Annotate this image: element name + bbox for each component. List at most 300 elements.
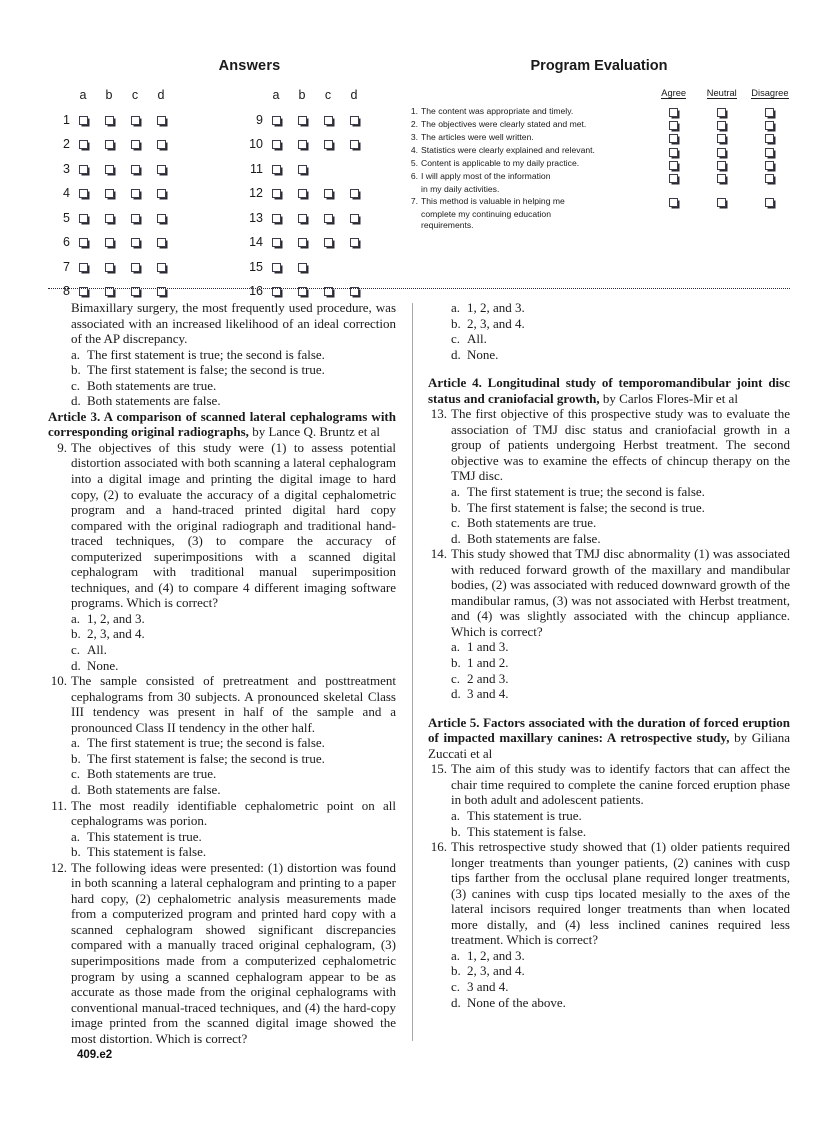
eval-option-cell[interactable] bbox=[650, 106, 698, 119]
checkbox-icon[interactable] bbox=[324, 116, 333, 125]
question-number: 15. bbox=[430, 761, 447, 777]
answers-option-cell[interactable] bbox=[70, 108, 96, 133]
checkbox-icon[interactable] bbox=[131, 238, 140, 247]
eval-option-cell[interactable] bbox=[650, 132, 698, 145]
checkbox-icon[interactable] bbox=[157, 116, 166, 125]
answers-option-cell[interactable] bbox=[70, 206, 96, 231]
eval-item-number: 3. bbox=[410, 131, 419, 142]
eval-empty-cell bbox=[698, 220, 746, 232]
checkbox-icon[interactable] bbox=[272, 214, 281, 223]
question-text: The first objective of this prospective study was to evaluate the association of TMJ disc status and craniofacial growth in a group of patients undergoing Herbst treatment. The second objective was to examine the effects of chincup therapy on the TMJ disc. bbox=[451, 406, 790, 484]
answers-row-number: 3 bbox=[63, 161, 70, 176]
eval-header-spacer bbox=[404, 86, 421, 106]
question-item bbox=[48, 440, 396, 611]
answers-row bbox=[48, 230, 174, 255]
option-letter: b. bbox=[451, 963, 461, 979]
carryover-paragraph: Bimaxillary surgery, the most frequently used procedure, was associated with an increased likelihood of an ideal correction of the AP discrepancy. bbox=[71, 300, 396, 347]
option-letter: b. bbox=[71, 844, 81, 860]
checkbox-icon[interactable] bbox=[157, 140, 166, 149]
checkbox-icon[interactable] bbox=[717, 198, 726, 207]
answers-header-row bbox=[241, 83, 367, 108]
answer-option bbox=[428, 500, 790, 516]
eval-option-cell[interactable] bbox=[698, 145, 746, 158]
answers-option-cell[interactable] bbox=[341, 132, 367, 157]
eval-scale-header: Agree bbox=[661, 87, 687, 98]
option-text: Both statements are true. bbox=[87, 766, 217, 782]
checkbox-icon[interactable] bbox=[298, 165, 307, 174]
answers-option-cell[interactable] bbox=[148, 132, 174, 157]
answers-option-cell[interactable] bbox=[263, 230, 289, 255]
question-item bbox=[48, 860, 396, 1047]
checkbox-icon[interactable] bbox=[765, 108, 774, 117]
eval-option-cell[interactable] bbox=[746, 119, 794, 132]
answer-option bbox=[428, 963, 790, 979]
option-letter: c. bbox=[71, 766, 81, 782]
option-letter: c. bbox=[71, 377, 81, 393]
eval-option-cell[interactable] bbox=[698, 171, 746, 184]
checkbox-icon[interactable] bbox=[105, 140, 114, 149]
option-text: All. bbox=[87, 642, 107, 658]
answers-option-cell[interactable] bbox=[289, 132, 315, 157]
answer-option bbox=[428, 639, 790, 655]
checkbox-icon[interactable] bbox=[324, 140, 333, 149]
eval-item-row bbox=[404, 106, 794, 119]
answer-option bbox=[428, 979, 790, 995]
checkbox-icon[interactable] bbox=[131, 263, 140, 272]
answers-header-spacer bbox=[241, 83, 263, 108]
eval-header-row bbox=[404, 86, 794, 106]
answers-grid-container bbox=[48, 83, 403, 304]
answers-row bbox=[48, 157, 174, 182]
option-text: The first statement is true; the second is false. bbox=[467, 484, 705, 500]
checkbox-icon[interactable] bbox=[669, 108, 678, 117]
answers-option-cell[interactable] bbox=[122, 255, 148, 280]
option-text: Both statements are false. bbox=[87, 393, 221, 409]
article-authors: by Giliana Zuccati et al bbox=[428, 730, 791, 761]
answers-option-cell[interactable] bbox=[263, 181, 289, 206]
answers-option-cell[interactable] bbox=[96, 255, 122, 280]
option-text: This statement is true. bbox=[87, 828, 202, 844]
checkbox-icon[interactable] bbox=[669, 148, 678, 157]
answers-option-cell[interactable] bbox=[289, 108, 315, 133]
checkbox-icon[interactable] bbox=[350, 214, 359, 223]
checkbox-icon[interactable] bbox=[298, 140, 307, 149]
eval-option-cell[interactable] bbox=[650, 171, 698, 184]
answers-column-header: a bbox=[272, 88, 280, 103]
answers-row bbox=[48, 108, 174, 133]
checkbox-icon[interactable] bbox=[350, 238, 359, 247]
answers-option-cell[interactable] bbox=[122, 181, 148, 206]
eval-item-continuation-row bbox=[404, 184, 794, 196]
option-letter: a. bbox=[451, 947, 461, 963]
checkbox-icon[interactable] bbox=[765, 161, 774, 170]
article-3-heading bbox=[48, 409, 396, 440]
answer-option bbox=[428, 808, 790, 824]
option-letter: a. bbox=[451, 484, 461, 500]
checkbox-icon[interactable] bbox=[79, 140, 88, 149]
answers-option-cell[interactable] bbox=[148, 157, 174, 182]
answers-column-header: d bbox=[157, 88, 165, 103]
answer-option bbox=[428, 331, 790, 347]
question-text: The sample consisted of pretreatment and posttreatment cephalograms from 30 subjects. A pronounced skeletal Class III tendency was present in half of the sample and a pronounced Class II tendency in the other half. bbox=[71, 673, 396, 735]
answers-option-cell[interactable] bbox=[70, 230, 96, 255]
article-title: Article 4. Longitudinal study of temporomandibular joint disc status and craniofacial growth, bbox=[428, 375, 790, 406]
option-text: 1 and 2. bbox=[467, 655, 509, 671]
checkbox-icon[interactable] bbox=[717, 161, 726, 170]
question-text: This retrospective study showed that (1) older patients required longer treatments than younger patients, (2) canines with cusp tips farther from the occlusal plane required longer treatments, (3) canines with cusp tips located mesially to the axes of the lateral incisors required longer treatments than when located more distally, and (4) less inclined canines required less treatment. Which is correct? bbox=[451, 839, 790, 948]
eval-option-cell[interactable] bbox=[698, 158, 746, 171]
checkbox-icon[interactable] bbox=[272, 189, 281, 198]
checkbox-icon[interactable] bbox=[272, 238, 281, 247]
checkbox-icon[interactable] bbox=[717, 121, 726, 130]
question-item bbox=[428, 761, 790, 808]
checkbox-icon[interactable] bbox=[350, 189, 359, 198]
answer-option bbox=[48, 844, 396, 860]
eval-option-cell[interactable] bbox=[746, 132, 794, 145]
answers-row-number: 11 bbox=[250, 161, 263, 176]
article-authors: by Lance Q. Bruntz et al bbox=[248, 424, 380, 440]
answer-option bbox=[48, 766, 396, 782]
answers-option-cell[interactable] bbox=[315, 108, 341, 133]
answers-row bbox=[48, 255, 174, 280]
option-text: This statement is false. bbox=[87, 844, 207, 860]
eval-empty-cell bbox=[650, 220, 698, 232]
eval-item-text: This method is valuable in helping me bbox=[421, 195, 565, 206]
checkbox-icon[interactable] bbox=[272, 165, 281, 174]
eval-option-cell[interactable] bbox=[746, 196, 794, 209]
eval-header-spacer-text bbox=[421, 86, 650, 106]
checkbox-icon[interactable] bbox=[717, 174, 726, 183]
eval-option-cell[interactable] bbox=[746, 106, 794, 119]
checkbox-icon[interactable] bbox=[131, 165, 140, 174]
answers-option-cell[interactable] bbox=[70, 132, 96, 157]
answer-option bbox=[48, 611, 396, 627]
checkbox-icon[interactable] bbox=[105, 165, 114, 174]
answer-option bbox=[48, 751, 396, 767]
answers-option-cell[interactable] bbox=[70, 157, 96, 182]
checkbox-icon[interactable] bbox=[272, 263, 281, 272]
eval-item-continuation-text: requirements. bbox=[421, 220, 474, 231]
option-letter: d. bbox=[71, 393, 81, 409]
answers-column-header: d bbox=[350, 88, 358, 103]
answers-option-cell[interactable] bbox=[263, 132, 289, 157]
answers-row bbox=[241, 181, 367, 206]
answer-option bbox=[428, 484, 790, 500]
checkbox-icon[interactable] bbox=[79, 238, 88, 247]
checkbox-icon[interactable] bbox=[350, 116, 359, 125]
checkbox-icon[interactable] bbox=[79, 165, 88, 174]
checkbox-icon[interactable] bbox=[79, 263, 88, 272]
answers-option-cell[interactable] bbox=[96, 108, 122, 133]
option-letter: a. bbox=[451, 300, 461, 315]
answers-option-cell[interactable] bbox=[263, 255, 289, 280]
eval-item-text: The content was appropriate and timely. bbox=[421, 105, 574, 116]
column-divider bbox=[412, 303, 413, 1041]
option-letter: b. bbox=[71, 362, 81, 378]
checkbox-icon[interactable] bbox=[324, 238, 333, 247]
eval-option-cell[interactable] bbox=[698, 119, 746, 132]
answers-option-cell bbox=[315, 157, 341, 182]
answers-option-cell[interactable] bbox=[148, 108, 174, 133]
answers-row-number: 5 bbox=[63, 210, 70, 225]
question-text: The objectives of this study were (1) to assess potential distortion associated with both scanning a lateral cephalogram into a digital image and printing the digital image to hard copy, (2) to evaluate the accuracy of a digital cephalometric program and a hand-traced printed digital hard copy compared with the original radiograph and traditional hand-traced techniques, (3) to compare the accuracy of computerized superimpositions with a scanned digital cephalogram with traditional manual superimposition techniques, and (4) to compare 4 different imaging software programs. Which is correct? bbox=[71, 439, 396, 611]
option-letter: b. bbox=[71, 750, 81, 766]
question-number: 9. bbox=[57, 439, 67, 455]
article-title: Article 5. Factors associated with the duration of forced eruption of impacted maxillary canines: A retrospective study, bbox=[428, 714, 790, 746]
answers-option-cell[interactable] bbox=[122, 230, 148, 255]
answers-row-number: 8 bbox=[63, 284, 70, 299]
checkbox-icon[interactable] bbox=[298, 116, 307, 125]
answers-option-cell[interactable] bbox=[96, 157, 122, 182]
answers-option-cell[interactable] bbox=[148, 255, 174, 280]
option-text: None. bbox=[87, 657, 119, 673]
option-text: 2 and 3. bbox=[467, 670, 509, 686]
left-column bbox=[48, 300, 396, 1046]
checkbox-icon[interactable] bbox=[765, 198, 774, 207]
dotted-separator bbox=[48, 288, 790, 289]
answers-option-cell[interactable] bbox=[341, 230, 367, 255]
answer-option bbox=[428, 655, 790, 671]
answers-row-number: 9 bbox=[256, 112, 263, 127]
checkbox-icon[interactable] bbox=[131, 214, 140, 223]
eval-item-row bbox=[404, 171, 794, 184]
answers-option-cell[interactable] bbox=[122, 157, 148, 182]
answers-row-number: 14 bbox=[249, 235, 263, 250]
checkbox-icon[interactable] bbox=[79, 214, 88, 223]
option-text: 1, 2, and 3. bbox=[467, 947, 525, 963]
answers-option-cell[interactable] bbox=[122, 108, 148, 133]
answers-row-number: 15 bbox=[249, 259, 263, 274]
option-text: 2, 3, and 4. bbox=[467, 315, 525, 331]
answers-row bbox=[241, 206, 367, 231]
article-authors: by Carlos Flores-Mir et al bbox=[599, 390, 738, 406]
option-letter: a. bbox=[71, 735, 81, 751]
eval-item-text: Statistics were clearly explained and relevant. bbox=[421, 144, 595, 155]
option-text: The first statement is false; the second is true. bbox=[87, 362, 325, 378]
question-text: This study showed that TMJ disc abnormality (1) was associated with reduced forward growth of the maxillary and mandibular bodies, (2) was associated with reduced downward growth of the mandibular ramus, (3) was not associated with Herbst treatment, and (4) was slightly associated with the chincup appliance. Which is correct? bbox=[451, 546, 790, 639]
option-text: None. bbox=[467, 346, 499, 362]
answer-option bbox=[428, 948, 790, 964]
checkbox-icon[interactable] bbox=[669, 174, 678, 183]
checkbox-icon[interactable] bbox=[765, 121, 774, 130]
answer-option bbox=[428, 347, 790, 363]
option-text: 1, 2, and 3. bbox=[87, 610, 145, 626]
option-letter: b. bbox=[451, 315, 461, 331]
right-column bbox=[428, 300, 790, 1010]
option-letter: b. bbox=[71, 626, 81, 642]
answers-option-cell[interactable] bbox=[289, 206, 315, 231]
checkbox-icon[interactable] bbox=[105, 263, 114, 272]
checkbox-icon[interactable] bbox=[298, 214, 307, 223]
answer-option bbox=[428, 531, 790, 547]
answers-option-cell[interactable] bbox=[341, 206, 367, 231]
page-number-footer: 409.e2 bbox=[77, 1049, 113, 1061]
answers-option-cell[interactable] bbox=[315, 206, 341, 231]
question-number: 10. bbox=[50, 673, 67, 689]
answers-option-cell[interactable] bbox=[70, 255, 96, 280]
answers-option-cell[interactable] bbox=[122, 132, 148, 157]
answers-option-cell[interactable] bbox=[289, 230, 315, 255]
answers-table-2 bbox=[241, 83, 367, 304]
checkbox-icon[interactable] bbox=[765, 148, 774, 157]
answers-option-cell[interactable] bbox=[122, 206, 148, 231]
checkbox-icon[interactable] bbox=[79, 116, 88, 125]
checkbox-icon[interactable] bbox=[105, 116, 114, 125]
checkbox-icon[interactable] bbox=[350, 140, 359, 149]
option-letter: b. bbox=[451, 499, 461, 515]
answer-option bbox=[48, 393, 396, 409]
question-number: 11. bbox=[51, 797, 67, 813]
eval-item-row bbox=[404, 119, 794, 132]
option-text: The first statement is true; the second is false. bbox=[87, 346, 325, 362]
answers-option-cell[interactable] bbox=[315, 181, 341, 206]
option-text: 3 and 4. bbox=[467, 978, 509, 994]
answers-column-header: a bbox=[79, 88, 87, 103]
checkbox-icon[interactable] bbox=[105, 214, 114, 223]
answers-option-cell[interactable] bbox=[96, 181, 122, 206]
option-letter: c. bbox=[451, 515, 461, 531]
answers-option-cell[interactable] bbox=[148, 181, 174, 206]
checkbox-icon[interactable] bbox=[669, 198, 678, 207]
question-item bbox=[428, 839, 790, 948]
eval-empty-cell bbox=[650, 184, 698, 196]
answers-option-cell[interactable] bbox=[148, 230, 174, 255]
checkbox-icon[interactable] bbox=[324, 189, 333, 198]
eval-empty-cell bbox=[650, 209, 698, 221]
option-letter: b. bbox=[451, 823, 461, 839]
eval-item-text: Content is applicable to my daily practice. bbox=[421, 157, 580, 168]
option-letter: a. bbox=[71, 610, 81, 626]
checkbox-icon[interactable] bbox=[717, 108, 726, 117]
eval-option-cell[interactable] bbox=[746, 158, 794, 171]
program-evaluation-table bbox=[404, 86, 794, 232]
answers-option-cell[interactable] bbox=[263, 108, 289, 133]
option-letter: a. bbox=[451, 807, 461, 823]
answers-option-cell[interactable] bbox=[289, 181, 315, 206]
checkbox-icon[interactable] bbox=[105, 238, 114, 247]
section-spacer bbox=[428, 362, 790, 375]
answers-option-cell[interactable] bbox=[289, 255, 315, 280]
answers-option-cell[interactable] bbox=[263, 206, 289, 231]
checkbox-icon[interactable] bbox=[324, 214, 333, 223]
answers-option-cell[interactable] bbox=[289, 157, 315, 182]
question-text: The aim of this study was to identify factors that can affect the chair time required to complete the canine forced eruption phase in both adult and adolescent patients. bbox=[451, 761, 790, 808]
checkbox-icon[interactable] bbox=[298, 189, 307, 198]
eval-option-cell[interactable] bbox=[650, 119, 698, 132]
option-letter: c. bbox=[451, 331, 461, 347]
eval-item-number: 6. bbox=[410, 170, 419, 181]
answer-option bbox=[48, 782, 396, 798]
checkbox-icon[interactable] bbox=[272, 116, 281, 125]
answers-option-cell[interactable] bbox=[96, 230, 122, 255]
checkbox-icon[interactable] bbox=[157, 189, 166, 198]
checkbox-icon[interactable] bbox=[717, 148, 726, 157]
answers-row bbox=[241, 255, 367, 280]
answers-row bbox=[48, 181, 174, 206]
eval-item-number: 1. bbox=[410, 105, 419, 116]
answers-option-cell[interactable] bbox=[315, 132, 341, 157]
article-title: Article 3. A comparison of scanned lateral cephalograms with corresponding original radiographs, bbox=[48, 408, 396, 440]
checkbox-icon[interactable] bbox=[105, 189, 114, 198]
eval-option-cell[interactable] bbox=[698, 106, 746, 119]
answers-option-cell[interactable] bbox=[341, 108, 367, 133]
checkbox-icon[interactable] bbox=[157, 214, 166, 223]
question-item bbox=[428, 406, 790, 484]
checkbox-icon[interactable] bbox=[298, 238, 307, 247]
option-text: 1 and 3. bbox=[467, 639, 509, 655]
answer-option bbox=[48, 347, 396, 363]
eval-option-cell[interactable] bbox=[650, 145, 698, 158]
eval-option-cell[interactable] bbox=[650, 196, 698, 209]
eval-item-row bbox=[404, 196, 794, 209]
checkbox-icon[interactable] bbox=[157, 165, 166, 174]
answers-row-number: 10 bbox=[249, 137, 263, 152]
answer-option bbox=[428, 671, 790, 687]
eval-empty-cell bbox=[698, 184, 746, 196]
section-spacer bbox=[428, 702, 790, 715]
eval-option-cell[interactable] bbox=[746, 145, 794, 158]
question-number: 13. bbox=[430, 406, 447, 422]
eval-cont-spacer bbox=[404, 184, 421, 196]
answers-row-number: 13 bbox=[249, 210, 263, 225]
question-number: 12. bbox=[50, 859, 67, 875]
answers-row bbox=[48, 206, 174, 231]
eval-item-continuation-text: complete my continuing education bbox=[421, 208, 551, 219]
answers-header-spacer bbox=[48, 83, 70, 108]
checkbox-icon[interactable] bbox=[131, 140, 140, 149]
eval-item-continuation-row bbox=[404, 209, 794, 221]
checkbox-icon[interactable] bbox=[157, 238, 166, 247]
checkbox-icon[interactable] bbox=[669, 161, 678, 170]
eval-option-cell[interactable] bbox=[746, 171, 794, 184]
eval-item-row bbox=[404, 145, 794, 158]
eval-empty-cell bbox=[746, 184, 794, 196]
question-text: The most readily identifiable cephalometric point on all cephalograms was porion. bbox=[71, 797, 396, 829]
answers-option-cell[interactable] bbox=[96, 206, 122, 231]
option-text: Both statements are true. bbox=[467, 515, 597, 531]
checkbox-icon[interactable] bbox=[298, 263, 307, 272]
eval-option-cell[interactable] bbox=[698, 132, 746, 145]
answers-option-cell[interactable] bbox=[148, 206, 174, 231]
checkbox-icon[interactable] bbox=[765, 174, 774, 183]
checkbox-icon[interactable] bbox=[717, 134, 726, 143]
answers-option-cell[interactable] bbox=[315, 230, 341, 255]
eval-item-continuation-row bbox=[404, 220, 794, 232]
answers-row-number: 12 bbox=[249, 186, 263, 201]
eval-cont-spacer bbox=[404, 220, 421, 232]
eval-item-row bbox=[404, 132, 794, 145]
checkbox-icon[interactable] bbox=[765, 134, 774, 143]
checkbox-icon[interactable] bbox=[131, 189, 140, 198]
answers-option-cell[interactable] bbox=[96, 132, 122, 157]
option-letter: c. bbox=[451, 670, 461, 686]
eval-option-cell[interactable] bbox=[650, 158, 698, 171]
checkbox-icon[interactable] bbox=[272, 140, 281, 149]
answers-column-header: b bbox=[105, 88, 113, 103]
checkbox-icon[interactable] bbox=[669, 121, 678, 130]
answers-option-cell bbox=[315, 255, 341, 280]
answers-option-cell[interactable] bbox=[341, 181, 367, 206]
checkbox-icon[interactable] bbox=[157, 263, 166, 272]
checkbox-icon[interactable] bbox=[79, 189, 88, 198]
question-item bbox=[48, 673, 396, 735]
answers-header-row bbox=[48, 83, 174, 108]
eval-option-cell[interactable] bbox=[698, 196, 746, 209]
checkbox-icon[interactable] bbox=[669, 134, 678, 143]
answers-option-cell[interactable] bbox=[70, 181, 96, 206]
checkbox-icon[interactable] bbox=[131, 116, 140, 125]
answers-option-cell[interactable] bbox=[263, 157, 289, 182]
